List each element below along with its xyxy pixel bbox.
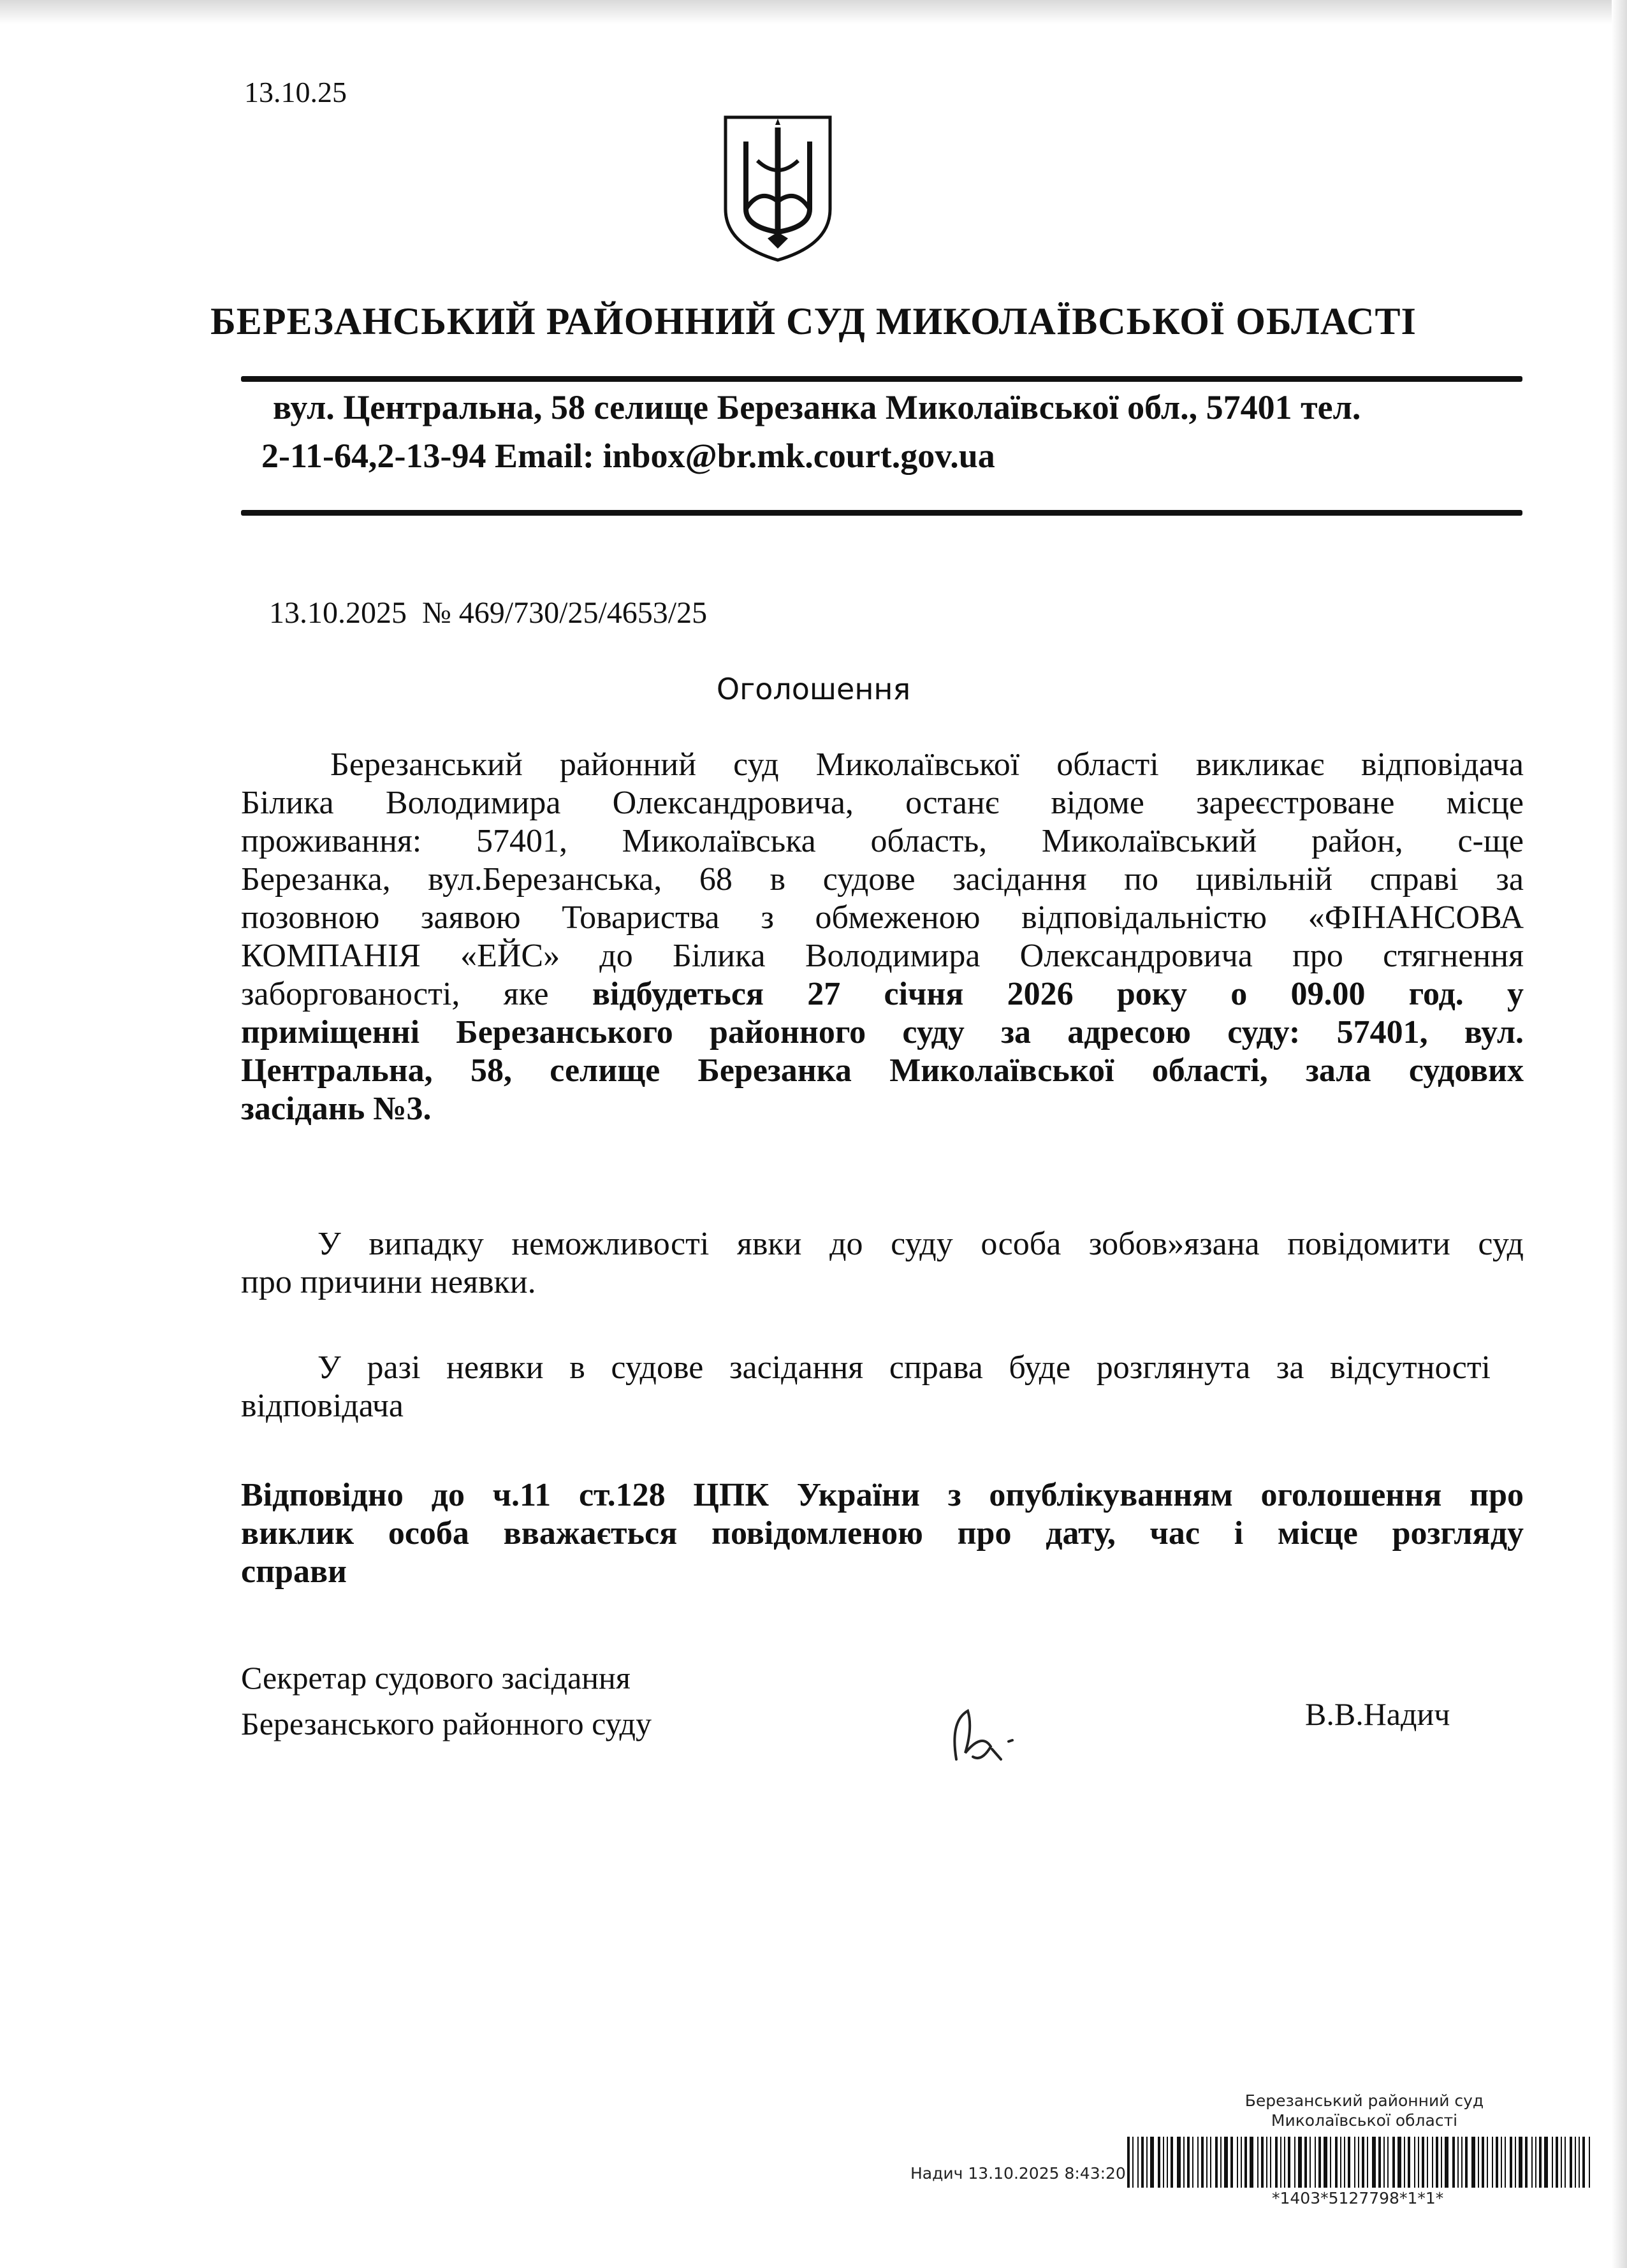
stamp-org-line: Миколаївської області [1271, 2111, 1458, 2130]
court-contacts-line: 2-11-64,2-13-94 Email: inbox@br.mk.court.gov.ua [261, 437, 995, 475]
court-address-line: вул. Центральна, 58 селище Березанка Миколаївської обл., 57401 тел. [273, 388, 1361, 426]
document-number: № 469/730/25/4653/25 [422, 596, 708, 630]
announcement-paragraph-summons [241, 746, 1524, 1128]
paragraph-line: відповідача [241, 1388, 404, 1424]
hearing-date-bold: відбудеться 27 січня 2026 року о 09.00 год. у [592, 976, 1524, 1012]
hearing-room-bold: засідань №3. [241, 1091, 432, 1127]
document-reference [269, 595, 707, 630]
trident-coat-of-arms-icon [720, 113, 835, 264]
hearing-location-bold: приміщенні Березанського районного суду за адресою суду: 57401, вул. [241, 1014, 1524, 1050]
signer-name: В.В.Надич [1305, 1696, 1450, 1732]
announcement-paragraph-absence-notice [241, 1225, 1524, 1302]
scan-top-edge [0, 0, 1627, 24]
paragraph-line: виклик особа вважається повідомленою про дату, час і місце розгляду [241, 1515, 1524, 1552]
court-name-heading: БЕРЕЗАНСЬКИЙ РАЙОННИЙ СУД МИКОЛАЇВСЬКОЇ ОБЛАСТІ [210, 300, 1417, 342]
barcode-number: *1403*5127798*1*1* [1272, 2189, 1444, 2207]
signatory-position-line: Секретар судового засідання [241, 1660, 631, 1696]
paragraph-line: КОМПАНІЯ «ЕЙС» до Білика Володимира Олександровича про стягнення [241, 938, 1524, 974]
paragraph-line: справи [241, 1553, 347, 1590]
paragraph-line: У разі неявки в судове засідання справа буде розглянута за відсутності [317, 1349, 1491, 1386]
paragraph-line: Відповідно до ч.11 ст.128 ЦПК України з опублікуванням оголошення про [241, 1477, 1524, 1513]
signatory-position [241, 1655, 652, 1747]
handwritten-signature [937, 1696, 1039, 1772]
announcement-title: Оголошення [716, 672, 911, 706]
paragraph-line: Білика Володимира Олександровича, останє відоме зареєстроване місце [241, 785, 1524, 821]
paragraph-line: Березанка, вул.Березанська, 68 в судове засідання по цивільній справі за [241, 861, 1524, 898]
top-date: 13.10.25 [244, 76, 347, 108]
paragraph-line: про причини неявки. [241, 1264, 536, 1300]
paragraph-line: проживання: 57401, Миколаївська область, Миколаївський район, с-ще [241, 823, 1524, 859]
barcode-icon [1127, 2137, 1593, 2188]
header-divider-bottom [241, 510, 1522, 516]
paragraph-line: заборгованості, яке [241, 976, 549, 1012]
hearing-location-bold: Центральна, 58, селище Березанка Миколаївської області, зала судових [241, 1052, 1524, 1089]
paragraph-line: позовною заявою Товариства з обмеженою відповідальністю «ФІНАНСОВА [241, 899, 1524, 936]
announcement-paragraph-legal-basis [241, 1476, 1524, 1591]
signatory-position-line: Березанського районного суду [241, 1706, 652, 1741]
paragraph-line: У випадку неможливості явки до суду особа зобов»язана повідомити суд [317, 1226, 1524, 1262]
stamp-organization [1243, 2091, 1485, 2130]
announcement-paragraph-absence-consequence [241, 1349, 1524, 1425]
header-divider-top [241, 376, 1522, 382]
document-date: 13.10.2025 [269, 596, 407, 630]
stamp-org-line: Березанський районний суд [1244, 2091, 1484, 2110]
stamp-signer-timestamp: Надич 13.10.2025 8:43:20 [910, 2164, 1126, 2183]
paragraph-line: Березанський районний суд Миколаївської області викликає відповідача [330, 746, 1524, 783]
